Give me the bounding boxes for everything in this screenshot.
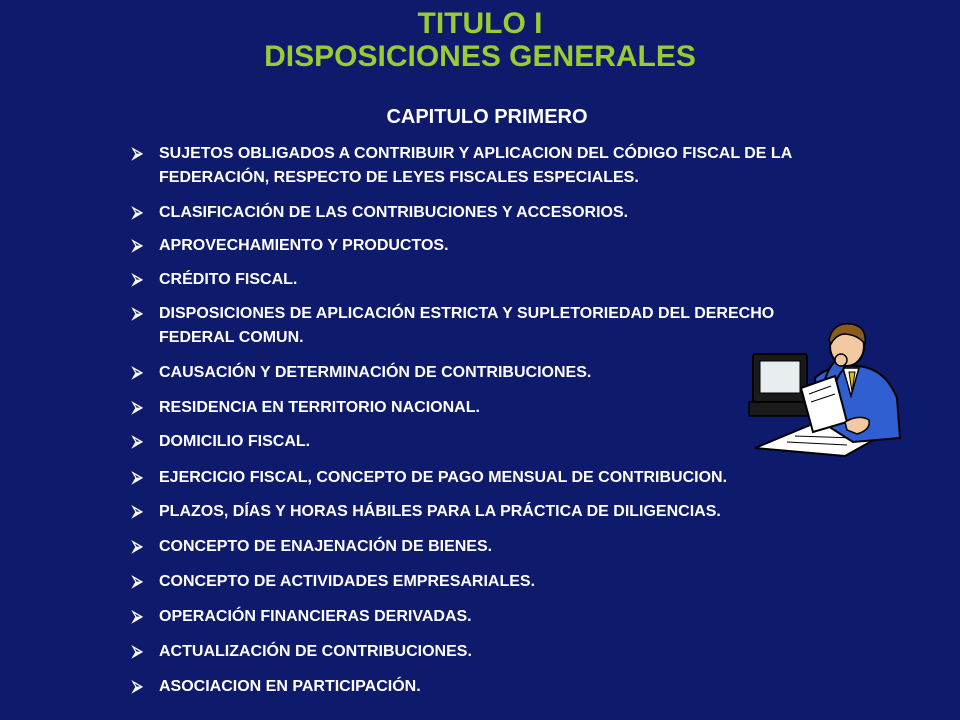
list-item-text: CLASIFICACIÓN DE LAS CONTRIBUCIONES Y ACCESORIOS. [159, 204, 629, 221]
list-item-text: PLAZOS, DÍAS Y HORAS HÁBILES PARA LA PRÁCTICA DE DILIGENCIAS. [159, 503, 721, 520]
arrow-bullet-icon: ⮚ [132, 678, 143, 695]
list-item-text: ASOCIACION EN PARTICIPACIÓN. [159, 678, 421, 695]
list-item-text: CAUSACIÓN Y DETERMINACIÓN DE CONTRIBUCIONES. [159, 364, 592, 381]
arrow-bullet-icon: ⮚ [132, 643, 143, 660]
list-item-text: DISPOSICIONES DE APLICACIÓN ESTRICTA Y SUPLETORIEDAD DEL DERECHO FEDERAL COMUN. [159, 305, 775, 346]
arrow-bullet-icon: ⮚ [132, 573, 143, 590]
list-item [132, 466, 892, 490]
list-item-text: SUJETOS OBLIGADOS A CONTRIBUIR Y APLICACION DEL CÓDIGO FISCAL DE LA FEDERACIÓN, RESPECTO DE LEYES FISCALES ESPECIALES. [159, 145, 792, 186]
title-line-2: DISPOSICIONES GENERALES [264, 40, 696, 73]
list-item-text: CONCEPTO DE ACTIVIDADES EMPRESARIALES. [159, 573, 536, 590]
arrow-bullet-icon: ⮚ [132, 237, 143, 254]
arrow-bullet-icon: ⮚ [132, 469, 143, 486]
list-item-text: OPERACIÓN FINANCIERAS DERIVADAS. [159, 608, 472, 625]
list-item [132, 302, 822, 350]
chapter-heading: CAPITULO PRIMERO [386, 106, 588, 128]
list-item [132, 675, 892, 699]
list-item [132, 605, 892, 629]
list-item-text: ACTUALIZACIÓN DE CONTRIBUCIONES. [159, 643, 472, 660]
list-item [132, 234, 892, 258]
list-item [132, 570, 892, 594]
arrow-bullet-icon: ⮚ [132, 271, 143, 288]
arrow-bullet-icon: ⮚ [132, 433, 143, 450]
list-item [132, 500, 892, 524]
list-item-text: DOMICILIO FISCAL. [159, 433, 311, 450]
businessman-computer-clipart [735, 318, 910, 458]
list-item-text: RESIDENCIA EN TERRITORIO NACIONAL. [159, 399, 480, 416]
list-item-text: CRÉDITO FISCAL. [159, 271, 298, 288]
list-item [132, 268, 892, 292]
arrow-bullet-icon: ⮚ [132, 305, 143, 322]
list-item-text: CONCEPTO DE ENAJENACIÓN DE BIENES. [159, 538, 493, 555]
list-item [132, 201, 892, 225]
list-item-text: APROVECHAMIENTO Y PRODUCTOS. [159, 237, 449, 254]
arrow-bullet-icon: ⮚ [132, 608, 143, 625]
arrow-bullet-icon: ⮚ [132, 538, 143, 555]
list-item [132, 142, 872, 190]
list-item [132, 640, 892, 664]
arrow-bullet-icon: ⮚ [132, 503, 143, 520]
arrow-bullet-icon: ⮚ [132, 145, 143, 162]
list-item [132, 535, 892, 559]
list-item-text: EJERCICIO FISCAL, CONCEPTO DE PAGO MENSUAL DE CONTRIBUCION. [159, 469, 728, 486]
arrow-bullet-icon: ⮚ [132, 364, 143, 381]
arrow-bullet-icon: ⮚ [132, 399, 143, 416]
title-line-1: TITULO I [417, 7, 543, 40]
arrow-bullet-icon: ⮚ [132, 204, 143, 221]
